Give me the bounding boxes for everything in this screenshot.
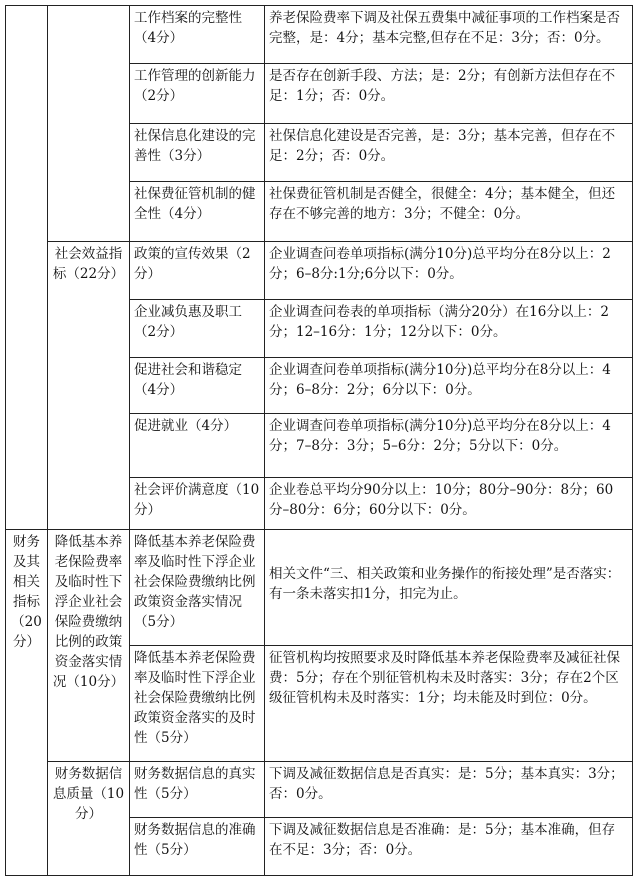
criteria-cell: 企业卷总平均分90分以上：10分；80分–90分：8分；60分–80分：6分；60分以下：0分。 xyxy=(265,478,633,530)
subcategory-cell xyxy=(48,6,130,242)
criteria-cell: 相关文件“三、相关政策和业务操作的衔接处理”是否落实：有一条未落实扣1分，扣完为止。 xyxy=(265,530,633,646)
item-cell: 工作档案的完整性（4分） xyxy=(130,6,265,64)
criteria-cell: 征管机构均按照要求及时降低基本养老保险费率及减征社保费：5分；存在个别征管机构未及时落实：3分；存在2个区级征管机构未及时落实：1分；均未能及时到位：0分。 xyxy=(265,646,633,762)
criteria-cell: 企业调查问卷单项指标(满分10分)总平均分在8分以上：4分；7–8分：3分；5–6分：2分；5分以下：0分。 xyxy=(265,414,633,478)
item-cell: 促进社会和谐稳定（4分） xyxy=(130,358,265,414)
criteria-cell: 企业调查问卷单项指标(满分10分)总平均分在8分以上：4分；6–8分：2分；6分以下：0分。 xyxy=(265,358,633,414)
criteria-cell: 是否存在创新手段、方法；是：2分；有创新方法但存在不足：1分；否：0分。 xyxy=(265,64,633,124)
category-cell: 财务及其相关指标（20分） xyxy=(6,530,48,876)
table-row xyxy=(6,530,633,646)
criteria-cell: 下调及减征数据信息是否真实：是：5分；基本真实：3分；否：0分。 xyxy=(265,762,633,818)
category-cell xyxy=(6,6,48,530)
scoring-table xyxy=(5,5,633,876)
criteria-cell: 社保信息化建设是否完善，是：3分；基本完善，但存在不足：2分；否：0分。 xyxy=(265,124,633,182)
item-cell: 财务数据信息的准确性（5分） xyxy=(130,818,265,876)
criteria-cell: 企业调查问卷表的单项指标（满分20分）在16分以上：2分；12–16分：1分；12分以下：0分。 xyxy=(265,300,633,358)
item-cell: 工作管理的创新能力（2分） xyxy=(130,64,265,124)
criteria-cell: 社保费征管机制是否健全，很健全：4分；基本健全，但还存在不够完善的地方：3分；不健全：0分。 xyxy=(265,182,633,242)
criteria-cell: 养老保险费率下调及社保五费集中减征事项的工作档案是否完整，是：4分；基本完整,但存在不足：3分；否：0分。 xyxy=(265,6,633,64)
item-cell: 政策的宣传效果（2分） xyxy=(130,242,265,300)
item-cell: 降低基本养老保险费率及临时性下浮企业社会保险费缴纳比例政策资金落实的及时性（5分） xyxy=(130,646,265,762)
subcategory-cell: 财务数据信息质量（10分） xyxy=(48,762,130,876)
item-cell: 社保信息化建设的完善性（3分） xyxy=(130,124,265,182)
item-cell: 促进就业（4分） xyxy=(130,414,265,478)
table-row xyxy=(6,6,633,64)
item-cell: 降低基本养老保险费率及临时性下浮企业社会保险费缴纳比例政策资金落实情况（5分） xyxy=(130,530,265,646)
subcategory-cell: 社会效益指标（22分） xyxy=(48,242,130,530)
item-cell: 企业减负惠及职工（2分） xyxy=(130,300,265,358)
item-cell: 社会评价满意度（10分） xyxy=(130,478,265,530)
item-cell: 财务数据信息的真实性（5分） xyxy=(130,762,265,818)
criteria-cell: 下调及减征数据信息是否准确：是：5分；基本准确，但存在不足：3分；否：0分。 xyxy=(265,818,633,876)
table-row xyxy=(6,762,633,818)
subcategory-cell: 降低基本养老保险费率及临时性下浮企业社会保险费缴纳比例的政策资金落实情况（10分） xyxy=(48,530,130,762)
item-cell: 社保费征管机制的健全性（4分） xyxy=(130,182,265,242)
table-row xyxy=(6,242,633,300)
criteria-cell: 企业调查问卷单项指标(满分10分)总平均分在8分以上：2分；6–8分:1分;6分以下：0分。 xyxy=(265,242,633,300)
